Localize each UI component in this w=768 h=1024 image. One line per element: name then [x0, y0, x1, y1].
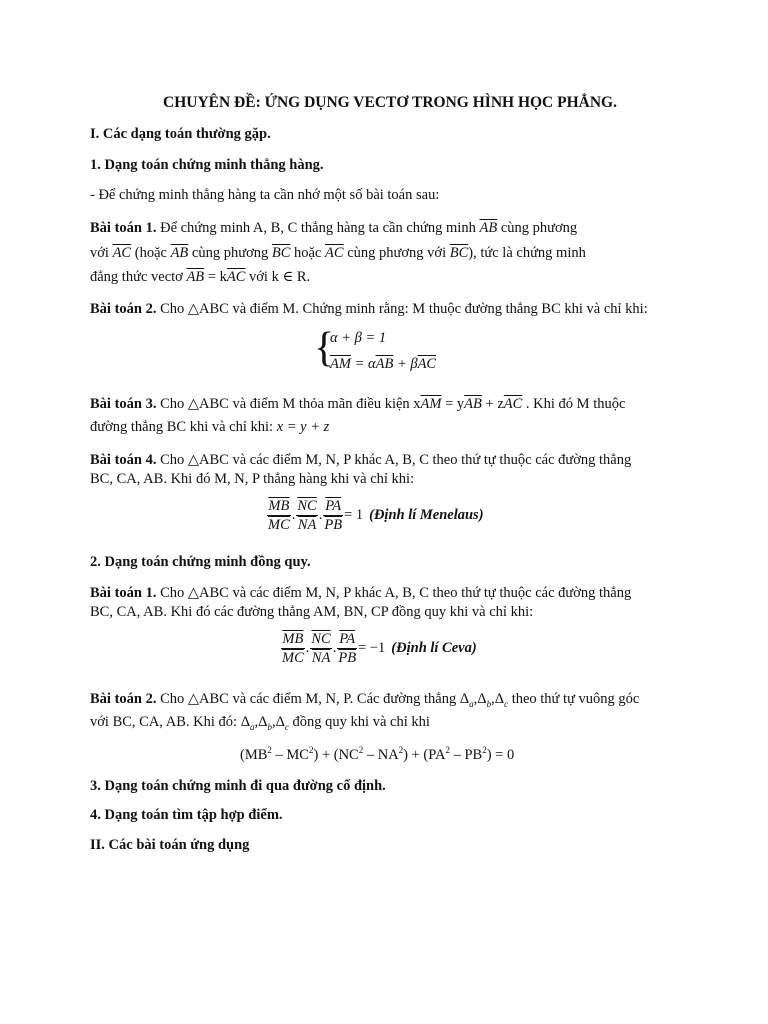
delta-symbol: Δ	[275, 714, 285, 730]
concurrency-problem-1-line-1	[90, 584, 631, 602]
problem-text: cùng phương	[497, 220, 578, 236]
concurrency-problem-1-line-2: BC, CA, AB. Khi đó các đường thẳng AM, BN, CP đồng quy khi và chỉ khi:	[90, 604, 534, 620]
vector: $\overline{AB}$	[464, 396, 482, 412]
vector: $\overline{AB}$	[479, 220, 498, 236]
problem-text: với BC, CA, AB. Khi đó:	[90, 714, 241, 730]
problem-text: Cho △ABC và các điểm M, N, P. Các đường thẳng	[156, 691, 460, 707]
fraction-numerator: $\overline{MB}$	[268, 498, 290, 514]
fraction-numerator: $\overline{PA}$	[325, 498, 342, 514]
subsection-2-heading: 2. Dạng toán chứng minh đồng quy.	[90, 554, 311, 570]
delta-symbol: Δ	[494, 691, 505, 707]
subscript: a	[250, 721, 255, 732]
subsection-1-intro: - Để chứng minh thẳng hàng ta cần nhớ một số bài toán sau:	[90, 187, 440, 203]
subsection-4-heading: 4. Dạng toán tìm tập hợp điểm.	[90, 807, 283, 823]
delta-symbol: Δ	[258, 714, 268, 730]
equation-part: (MB	[240, 746, 268, 763]
problem-label: Bài toán 1.	[90, 585, 157, 601]
problem-text: Cho △ABC và điểm M. Chứng minh rằng: M thuộc đường thẳng BC khi và chỉ khi:	[156, 301, 648, 317]
problem-text: Để chứng minh A, B, C thẳng hàng ta cần chứng minh	[156, 220, 480, 236]
section-2-heading: II. Các bài toán ứng dụng	[90, 837, 250, 853]
fraction-denominator: NA	[311, 650, 331, 666]
system-brace: {	[314, 325, 335, 371]
formula-text: + β	[393, 356, 418, 372]
perpendicular-condition-equation	[240, 745, 514, 764]
problem-text: . Khi đó M thuộc	[522, 396, 626, 412]
equation-part: – PB	[449, 746, 483, 763]
superscript: 2	[445, 745, 450, 755]
fraction-numerator: $\overline{MB}$	[282, 631, 304, 647]
superscript: 2	[482, 745, 487, 755]
problem-text: = k	[204, 269, 227, 285]
vector: $\overline{AC}$	[325, 245, 344, 261]
subsection-1-heading: 1. Dạng toán chứng minh thẳng hàng.	[90, 157, 324, 173]
delta-symbol: Δ	[459, 691, 470, 707]
problem-4-line-1	[90, 451, 631, 469]
subscript: b	[267, 721, 272, 732]
concurrency-problem-2-line-1: Bài toán 2. Cho △ABC và các điểm M, N, P. Các đường thẳng $\Delta_a,\Delta_b,\Delta_c$ theo thứ tự vuông góc	[90, 691, 640, 709]
theorem-name: (Định lí Menelaus)	[369, 507, 484, 523]
section-1-heading: I. Các dạng toán thường gặp.	[90, 126, 271, 142]
superscript: 2	[267, 745, 272, 755]
fraction-denominator: PB	[338, 650, 357, 666]
subscript: b	[486, 698, 492, 709]
problem-label: Bài toán 1.	[90, 220, 157, 236]
fraction-numerator: $\overline{NC}$	[311, 631, 331, 647]
fraction-denominator: PB	[324, 517, 343, 533]
delta-symbol: Δ	[477, 691, 487, 707]
subsection-3-heading: 3. Dạng toán chứng minh đi qua đường cố định.	[90, 778, 386, 794]
problem-2-line-1	[90, 300, 648, 318]
equation-part: ) = 0	[486, 746, 515, 763]
page-title: CHUYÊN ĐỀ: ỨNG DỤNG VECTƠ TRONG HÌNH HỌC PHẲNG.	[163, 94, 617, 111]
problem-label: Bài toán 3.	[90, 396, 157, 412]
vector: $\overline{AC}$	[112, 245, 132, 261]
problem-text: Cho △ABC và các điểm M, N, P khác A, B, C theo thứ tự thuộc các đường thẳng	[156, 452, 632, 468]
problem-text: với	[90, 245, 113, 261]
problem-label: Bài toán 2.	[90, 691, 157, 707]
problem-text: Cho △ABC và các điểm M, N, P khác A, B, C theo thứ tự thuộc các đường thẳng	[156, 585, 632, 601]
problem-label: Bài toán 4.	[90, 452, 157, 468]
problem-text: hoặc	[290, 245, 326, 261]
subscript: c	[284, 721, 289, 732]
vector: $\overline{AM}$	[420, 396, 442, 412]
problem-3-line-1	[90, 395, 625, 413]
condition-equation: x = y + z	[276, 419, 330, 435]
fraction-numerator: $\overline{NC}$	[297, 498, 317, 514]
problem-text: (hoặc	[131, 245, 171, 261]
fraction	[323, 497, 343, 534]
equation-part: – NA	[363, 746, 399, 763]
superscript: 2	[308, 745, 314, 755]
problem-text: đường thẳng BC khi và chỉ khi:	[90, 419, 277, 435]
subscript: a	[469, 698, 474, 709]
problem-label: Bài toán 2.	[90, 301, 157, 317]
problem-text: với k ∈ R.	[245, 269, 311, 285]
formula-text: = α	[350, 356, 376, 372]
problem-text: theo thứ tự vuông góc	[508, 691, 640, 707]
vector: $\overline{AB}$	[375, 356, 394, 372]
fraction	[337, 630, 357, 667]
vector: $\overline{AC}$	[417, 356, 437, 372]
equation-part: – MC	[271, 746, 309, 763]
vector: $\overline{AB}$	[186, 269, 205, 285]
problem-3-line-2	[90, 418, 329, 436]
theorem-name: (Định lí Ceva)	[391, 640, 477, 656]
fraction-denominator: MC	[268, 517, 290, 533]
vector: $\overline{BC}$	[271, 245, 291, 261]
formula-rhs: = 1	[344, 507, 364, 523]
superscript: 2	[358, 745, 364, 755]
ceva-formula: $\frac{\overline{MB}}{MC}$ . $\frac{\overline{NC}}{NA}$ . $\frac{\overline{PA}}{PB}$ = −1 (Định lí Ceva)	[282, 631, 477, 666]
problem-text: Cho △ABC và điểm M thỏa mãn điều kiện x	[156, 396, 421, 412]
document-page	[90, 0, 690, 1024]
fraction-denominator: MC	[282, 650, 304, 666]
problem-1-line-3	[90, 268, 310, 286]
problem-text: + z	[481, 396, 504, 412]
problem-4-line-2: BC, CA, AB. Khi đó M, N, P thẳng hàng khi và chỉ khi:	[90, 471, 415, 487]
problem-text: = y	[441, 396, 465, 412]
subscript: c	[504, 698, 509, 709]
system-equation-2	[330, 356, 436, 373]
fraction	[267, 497, 291, 534]
problem-1-line-1	[90, 219, 577, 237]
fraction-numerator: $\overline{PA}$	[339, 631, 356, 647]
formula-rhs: = −1	[358, 640, 386, 656]
vector: $\overline{BC}$	[449, 245, 469, 261]
vector: $\overline{AB}$	[170, 245, 189, 261]
vector: $\overline{AC}$	[226, 269, 246, 285]
fraction-denominator: NA	[297, 517, 317, 533]
equation-part: ) + (PA	[403, 746, 446, 763]
problem-text: ), tức là chứng minh	[468, 245, 586, 261]
problem-1-line-2	[90, 244, 586, 262]
problem-text: đồng quy khi và chỉ khi	[288, 714, 430, 730]
problem-text: đẳng thức vectơ	[90, 269, 187, 285]
equation-part: ) + (NC	[313, 746, 359, 763]
system-equation-1: α + β = 1	[330, 330, 387, 346]
superscript: 2	[398, 745, 404, 755]
menelaus-formula: $\frac{\overline{MB}}{MC}$ . $\frac{\overline{NC}}{NA}$ . $\frac{\overline{PA}}{PB}$ = 1 (Định lí Menelaus)	[268, 498, 484, 533]
fraction	[296, 497, 317, 534]
vector: $\overline{AM}$	[330, 356, 351, 372]
delta-symbol: Δ	[240, 714, 251, 730]
concurrency-problem-2-line-2: với BC, CA, AB. Khi đó: $\Delta_a,\Delta_b,\Delta_c$ đồng quy khi và chỉ khi	[90, 714, 430, 732]
fraction	[281, 630, 305, 667]
problem-text: cùng phương với	[343, 245, 450, 261]
problem-text: cùng phương	[188, 245, 272, 261]
vector: $\overline{AC}$	[503, 396, 523, 412]
fraction	[310, 630, 331, 667]
